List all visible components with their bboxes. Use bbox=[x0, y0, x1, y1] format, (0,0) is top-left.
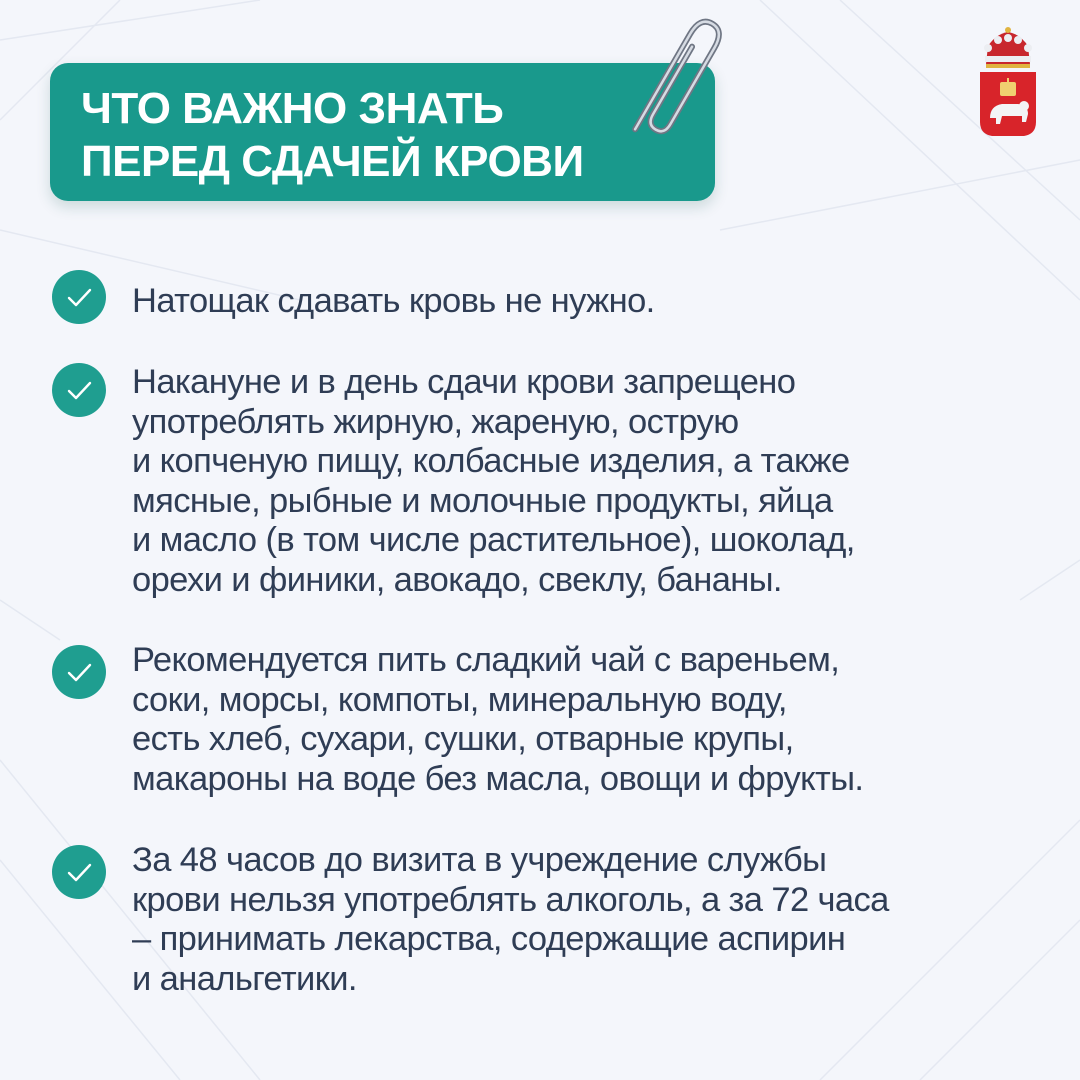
item-line: орехи и финики, авокадо, свеклу, бананы. bbox=[132, 560, 782, 599]
check-circle-icon bbox=[52, 270, 106, 324]
item-line: и анальгетики. bbox=[132, 959, 357, 998]
item-line: есть хлеб, сухари, сушки, отварные крупы, bbox=[132, 720, 794, 758]
item-line: мясные, рыбные и молочные продукты, яйца bbox=[132, 481, 833, 520]
page-title-line-2: ПЕРЕД СДАЧЕЙ КРОВИ bbox=[81, 137, 584, 186]
item-text bbox=[132, 641, 1032, 799]
item-line: Рекомендуется пить сладкий чай с вареньем, bbox=[132, 641, 840, 679]
item-text bbox=[132, 363, 1032, 600]
coat-of-arms-emblem bbox=[976, 26, 1040, 138]
item-line: Натощак сдавать кровь не нужно. bbox=[132, 282, 655, 320]
check-circle-icon bbox=[52, 363, 106, 417]
item-line: и масло (в том числе растительное), шоколад, bbox=[132, 521, 855, 559]
item-line: – принимать лекарства, содержащие аспирин bbox=[132, 920, 846, 958]
item-line: макароны на воде без масла, овощи и фрукты. bbox=[132, 759, 864, 798]
title-banner bbox=[50, 63, 715, 201]
item-line: употреблять жирную, жареную, острую bbox=[132, 402, 739, 441]
item-line: крови нельзя употреблять алкоголь, а за 72 часа bbox=[132, 880, 889, 919]
item-text bbox=[132, 841, 1032, 999]
paperclip-icon bbox=[628, 4, 728, 154]
crown-icon bbox=[984, 27, 1032, 68]
check-circle-icon bbox=[52, 845, 106, 899]
check-circle-icon bbox=[52, 645, 106, 699]
item-text bbox=[132, 282, 1032, 322]
item-line: Накануне и в день сдачи крови запрещено bbox=[132, 363, 796, 401]
item-line: и копченую пищу, колбасные изделия, а также bbox=[132, 442, 850, 480]
item-line: соки, морсы, компоты, минеральную воду, bbox=[132, 680, 787, 719]
item-line: За 48 часов до визита в учреждение службы bbox=[132, 841, 827, 879]
page-title-line-1: ЧТО ВАЖНО ЗНАТЬ bbox=[81, 84, 504, 133]
